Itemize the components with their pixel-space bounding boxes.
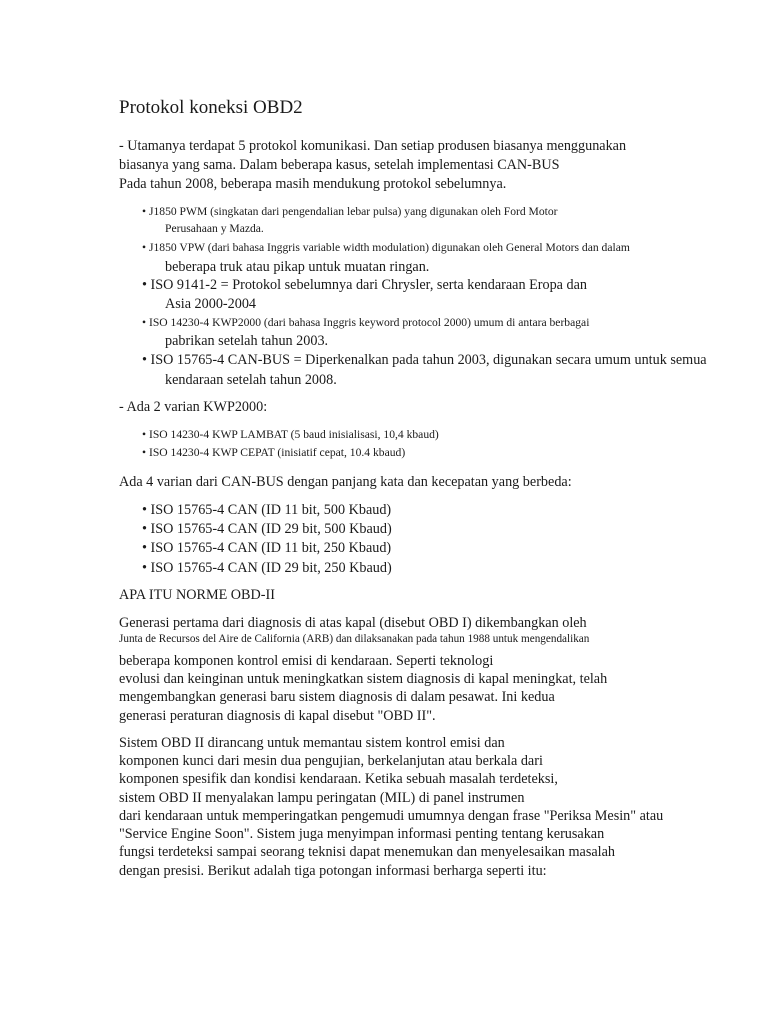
system-line: komponen spesifik dan kondisi kendaraan. Ketika sebuah masalah terdeteksi,: [119, 771, 558, 787]
document-title: Protokol koneksi OBD2: [119, 97, 303, 118]
protocol-item-kwp2000-cont: pabrikan setelah tahun 2003.: [165, 333, 329, 349]
intro-line: Pada tahun 2008, beberapa masih mendukung protokol sebelumnya.: [119, 176, 507, 192]
norme-line: Generasi pertama dari diagnosis di atas kapal (disebut OBD I) dikembangkan oleh: [119, 615, 587, 631]
kwp-item: • ISO 14230-4 KWP LAMBAT (5 baud inisialisasi, 10,4 kbaud): [142, 428, 439, 441]
norme-line: evolusi dan keinginan untuk meningkatkan sistem diagnosis di kapal meningkat, telah: [119, 671, 608, 687]
norme-line: Junta de Recursos del Aire de California (ARB) dan dilaksanakan pada tahun 1988 untuk mengendalikan: [119, 633, 590, 645]
system-line: sistem OBD II menyalakan lampu peringatan (MIL) di panel instrumen: [119, 790, 525, 806]
kwp-item: • ISO 14230-4 KWP CEPAT (inisiatif cepat, 10.4 kbaud): [142, 446, 406, 459]
can-item: • ISO 15765-4 CAN (ID 11 bit, 250 Kbaud): [142, 540, 392, 556]
protocol-item-can-bus-cont: kendaraan setelah tahun 2008.: [165, 372, 337, 388]
protocol-item-j1850-vpw-cont: beberapa truk atau pikap untuk muatan ringan.: [165, 259, 430, 275]
can-item: • ISO 15765-4 CAN (ID 11 bit, 500 Kbaud): [142, 502, 392, 518]
can-heading: Ada 4 varian dari CAN-BUS dengan panjang kata dan kecepatan yang berbeda:: [119, 474, 572, 490]
system-line: dari kendaraan untuk memperingatkan pengemudi umumnya dengan frase "Periksa Mesin" atau: [119, 808, 664, 824]
protocol-item-j1850-pwm-cont: Perusahaan y Mazda.: [165, 222, 264, 235]
protocol-item-can-bus: • ISO 15765-4 CAN-BUS = Diperkenalkan pada tahun 2003, digunakan secara umum untuk semua: [142, 352, 707, 368]
protocol-item-j1850-vpw: • J1850 VPW (dari bahasa Inggris variable width modulation) digunakan oleh General Motors dan dalam: [142, 241, 630, 254]
system-line: Sistem OBD II dirancang untuk memantau sistem kontrol emisi dan: [119, 735, 505, 751]
protocol-item-iso9141: • ISO 9141-2 = Protokol sebelumnya dari Chrysler, serta kendaraan Eropa dan: [142, 277, 588, 293]
protocol-item-kwp2000: • ISO 14230-4 KWP2000 (dari bahasa Inggris keyword protocol 2000) umum di antara berbagai: [142, 316, 590, 329]
intro-line: - Utamanya terdapat 5 protokol komunikasi. Dan setiap produsen biasanya menggunakan: [119, 138, 627, 154]
intro-line: biasanya yang sama. Dalam beberapa kasus, setelah implementasi CAN-BUS: [119, 157, 560, 173]
norme-line: mengembangkan generasi baru sistem diagnosis di dalam pesawat. Ini kedua: [119, 689, 555, 705]
norme-line: beberapa komponen kontrol emisi di kendaraan. Seperti teknologi: [119, 653, 494, 669]
can-item: • ISO 15765-4 CAN (ID 29 bit, 500 Kbaud): [142, 521, 392, 537]
system-line: "Service Engine Soon". Sistem juga menyimpan informasi penting tentang kerusakan: [119, 826, 605, 842]
protocol-item-j1850-pwm: • J1850 PWM (singkatan dari pengendalian lebar pulsa) yang digunakan oleh Ford Motor: [142, 205, 558, 218]
system-line: komponen kunci dari mesin dua pengujian, berkelanjutan atau berkala dari: [119, 753, 543, 769]
protocol-item-iso9141-cont: Asia 2000-2004: [165, 296, 257, 312]
norme-line: generasi peraturan diagnosis di kapal disebut "OBD II".: [119, 708, 436, 724]
system-line: fungsi terdeteksi sampai seorang teknisi dapat menemukan dan menyelesaikan masalah: [119, 844, 616, 860]
can-item: • ISO 15765-4 CAN (ID 29 bit, 250 Kbaud): [142, 560, 392, 576]
system-line: dengan presisi. Berikut adalah tiga potongan informasi berharga seperti itu:: [119, 863, 547, 879]
norme-heading: APA ITU NORME OBD-II: [119, 587, 275, 603]
kwp-heading: - Ada 2 varian KWP2000:: [119, 399, 268, 415]
